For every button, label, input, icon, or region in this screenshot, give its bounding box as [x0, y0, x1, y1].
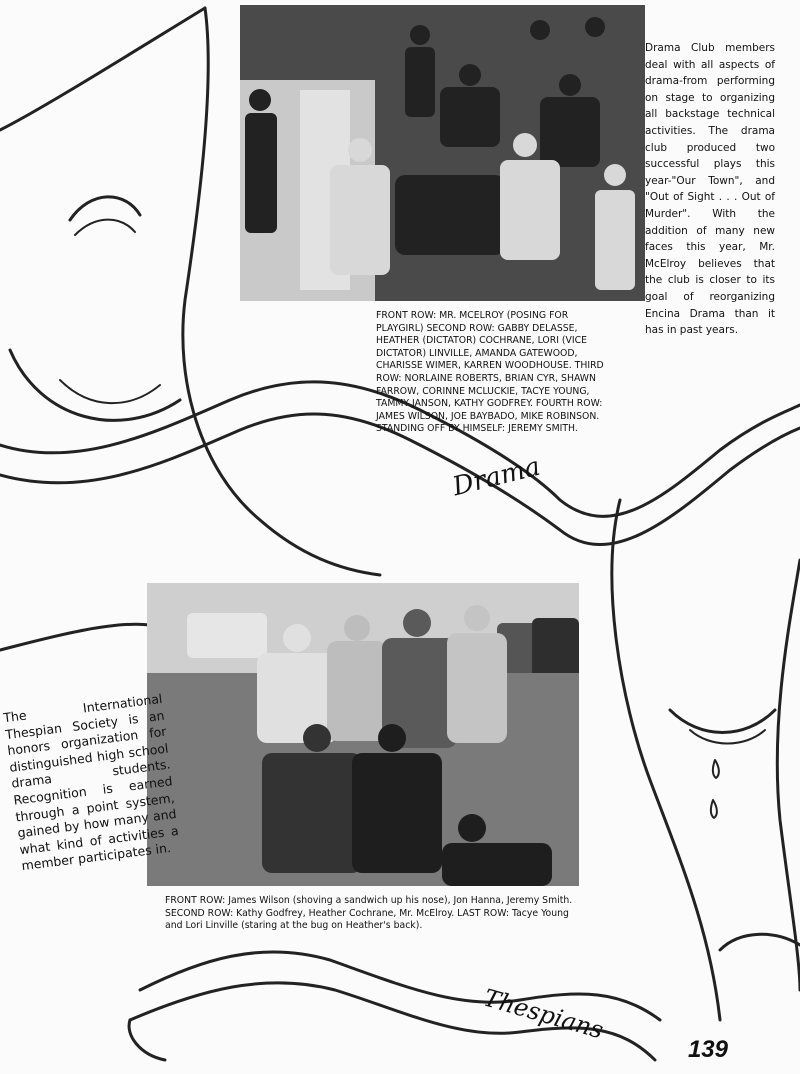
drama-photo-scene	[240, 5, 645, 301]
drama-label: Drama	[449, 451, 544, 503]
tragedy-frown	[720, 934, 800, 950]
thespians-photo	[147, 583, 579, 886]
drama-intro-text: Drama Club members deal with all aspects of drama-from performing on stage to organizing all backstage technical activities. The drama club produced two successful plays this year-"Our Town", and "Out of Sight . . . Out of Murder". With the addition of many new faces this year, Mr. McElroy believes that the club is closer to its goal of reorganizing Encina Drama than it has in past years.	[645, 42, 775, 337]
drama-photo-caption: FRONT ROW: MR. MCELROY (POSING FOR PLAYGIRL) SECOND ROW: GABBY DELASSE, HEATHER (DICTATOR) COCHRANE, LORI (VICE DICTATOR) LINVILLE, AMANDA GATEWOOD, CHARISSE WIMER, KARREN WOODHOUSE. THIRD ROW: NORLAINE ROBERTS, BRIAN CYR, SHAWN FARROW, CORINNE MCLUCKIE, TACYE YOUNG, TAMMY JANSON, KATHY GODFREY. FOURTH ROW: JAMES WILSON, JOE BAYBADO, MIKE ROBINSON. STANDING OFF BY HIMSELF: JEREMY SMITH.	[376, 310, 604, 435]
comedy-smile	[10, 350, 180, 420]
page-number: 139	[687, 1036, 728, 1063]
drama-club-photo	[240, 5, 645, 301]
comedy-mask-outline	[0, 8, 205, 130]
thespians-label: Thespians	[480, 983, 607, 1045]
thespians-intro-text: The International Thespian Society is an honors organization for distinguished high school drama students. Recognition is earned through a point system, gained by how many and what kind of activities a member participates in.	[2, 690, 180, 874]
tragedy-eye	[670, 710, 775, 733]
thespians-photo-caption: FRONT ROW: James Wilson (shoving a sandwich up his nose), Jon Hanna, Jeremy Smith. SECOND ROW: Kathy Godfrey, Heather Cochrane, Mr. McElroy. LAST ROW: Tacye Young and Lori Linville (staring at the bug on Heather's back).	[165, 895, 573, 932]
tragedy-mask-outline	[612, 500, 720, 1020]
thespians-photo-scene	[147, 583, 579, 886]
comedy-eye-left	[70, 197, 140, 220]
tear-drop	[713, 760, 719, 778]
